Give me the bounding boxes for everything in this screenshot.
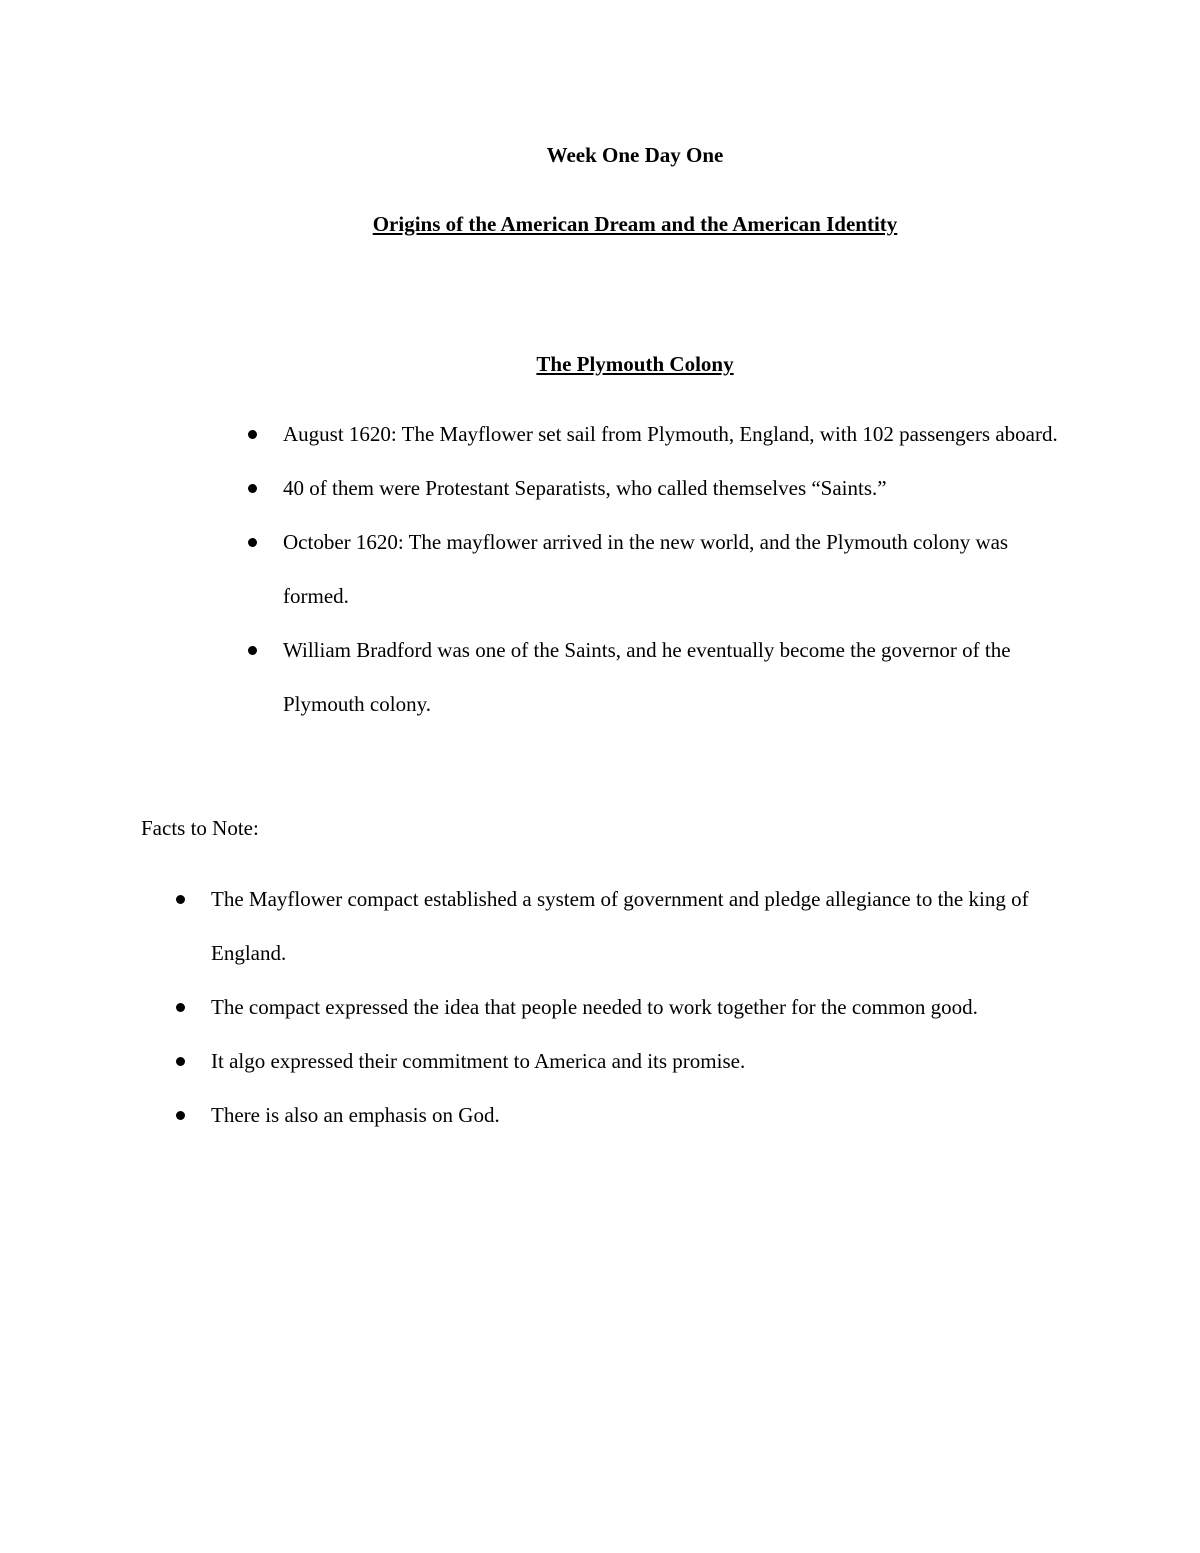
list-item [283,461,1073,515]
list-item [211,1088,1081,1142]
list-item [283,407,1073,461]
facts-to-note-label: Facts to Note: [141,816,259,840]
page-title: Week One Day One [546,143,724,167]
plymouth-colony-list [283,407,1073,731]
list-item [283,515,1073,623]
bullet-icon [176,1003,185,1012]
list-item-text: There is also an emphasis on God. [211,1103,500,1127]
bullet-icon [248,538,257,547]
bullet-icon [176,895,185,904]
bullet-icon [248,430,257,439]
list-item-text: October 1620: The mayflower arrived in the new world, and the Plymouth colony was formed. [283,530,1009,608]
list-item [211,1034,1081,1088]
list-item-text: William Bradford was one of the Saints, and he eventually become the governor of the Plymouth colony. [283,638,1011,716]
list-item-text: The compact expressed the idea that people needed to work together for the common good. [211,995,978,1019]
section-heading-plymouth-colony: The Plymouth Colony [536,352,734,376]
document-subtitle: Origins of the American Dream and the American Identity [372,212,898,236]
bullet-icon [176,1057,185,1066]
facts-list [211,872,1081,1142]
list-item [211,980,1081,1034]
bullet-icon [248,646,257,655]
bullet-icon [248,484,257,493]
list-item-text: The Mayflower compact established a system of government and pledge allegiance to the king of England. [211,887,1029,965]
bullet-icon [176,1111,185,1120]
list-item [211,872,1081,980]
list-item [283,623,1073,731]
list-item-text: 40 of them were Protestant Separatists, who called themselves “Saints.” [283,476,887,500]
list-item-text: It algo expressed their commitment to America and its promise. [211,1049,746,1073]
list-item-text: August 1620: The Mayflower set sail from Plymouth, England, with 102 passengers aboard. [283,422,1058,446]
